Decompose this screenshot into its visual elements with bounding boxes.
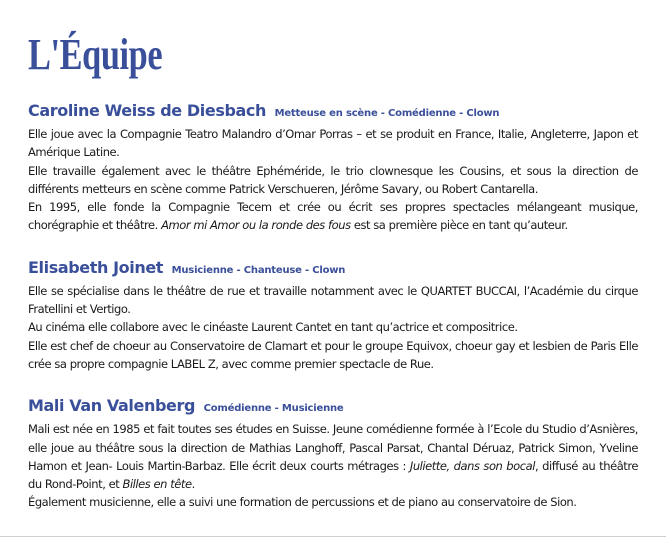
member-roles: Musicienne - Chanteuse - Clown [171, 264, 346, 276]
bio-paragraph [28, 420, 638, 493]
bio-text: . [191, 477, 195, 492]
play-title: Amor mi Amor ou la ronde des fous [161, 218, 351, 233]
member-elisabeth [28, 257, 638, 373]
bio-text: Mali est née en 1985 et fait toutes ses études en Suisse. Jeune comédienne formée à l’Ecole du Studio d’Asnières, elle joue au théâtre sous la direction de Mathias Langhoff, Pascal Parsat, Chantal Déruaz, Patrick Simon, Yveline Hamon et Jean- Louis Martin-Barbaz. Elle écrit deux courts métrages : [28, 422, 638, 473]
member-header [28, 100, 638, 125]
bio-text: En 1995, elle fonde la Compagnie Tecem et crée ou écrit ses propres spectacles mélangeant musique, chorégraphie et théâtre. [28, 200, 638, 233]
member-name: Mali Van Valenberg [28, 396, 196, 416]
member-name: Elisabeth Joinet [28, 257, 164, 277]
member-bio [28, 282, 638, 373]
member-header [28, 395, 638, 420]
bio-paragraph: Elle travaille également avec le théâtre Ephéméride, le trio clownesque les Cousins, et sous la direction de différents metteurs en scène comme Patrick Verschueren, Jérôme Savary, ou Robert Cantarella. [28, 163, 638, 196]
member-roles: Metteuse en scène - Comédienne - Clown [274, 108, 500, 119]
member-roles: Comédienne - Musicienne [203, 403, 344, 415]
film-title: Billes en tête [122, 477, 192, 492]
bio-paragraph [28, 198, 638, 235]
member-mali [28, 395, 638, 511]
member-header [28, 257, 638, 282]
bio-text: est sa première pièce en tant qu’auteur. [350, 218, 568, 233]
bio-paragraph: Également musicienne, elle a suivi une formation de percussions et de piano au conservatoire de Sion. [28, 495, 577, 510]
bio-paragraph: Elle se spécialise dans le théâtre de rue et travaille notamment avec le QUARTET BUCCAI, l’Académie du cirque Fratellini et Vertigo. [28, 283, 638, 317]
page-title: L'Équipe [28, 30, 163, 79]
bottom-divider [0, 536, 666, 537]
bio-paragraph: Elle joue avec la Compagnie Teatro Malandro d’Omar Porras – et se produit en France, Italie, Angleterre, Japon et Amérique Latine. [28, 127, 638, 160]
member-caroline [28, 100, 638, 235]
bio-text: , diffusé au théâtre du Rond-Point, et [28, 458, 639, 492]
member-name: Caroline Weiss de Diesbach [28, 101, 266, 120]
member-bio [28, 125, 638, 235]
team-page [28, 30, 638, 512]
bio-paragraph: Au cinéma elle collabore avec le cinéaste Laurent Cantet en tant qu’actrice et compositrice. [28, 320, 518, 335]
bio-paragraph: Elle est chef de choeur au Conservatoire de Clamart et pour le groupe Equivox, choeur gay et lesbien de Paris Elle crée sa propre compagnie LABEL Z, avec comme premier spectacle de Rue. [28, 338, 638, 371]
member-bio [28, 420, 638, 511]
film-title: Juliette, dans son bocal [409, 458, 535, 473]
